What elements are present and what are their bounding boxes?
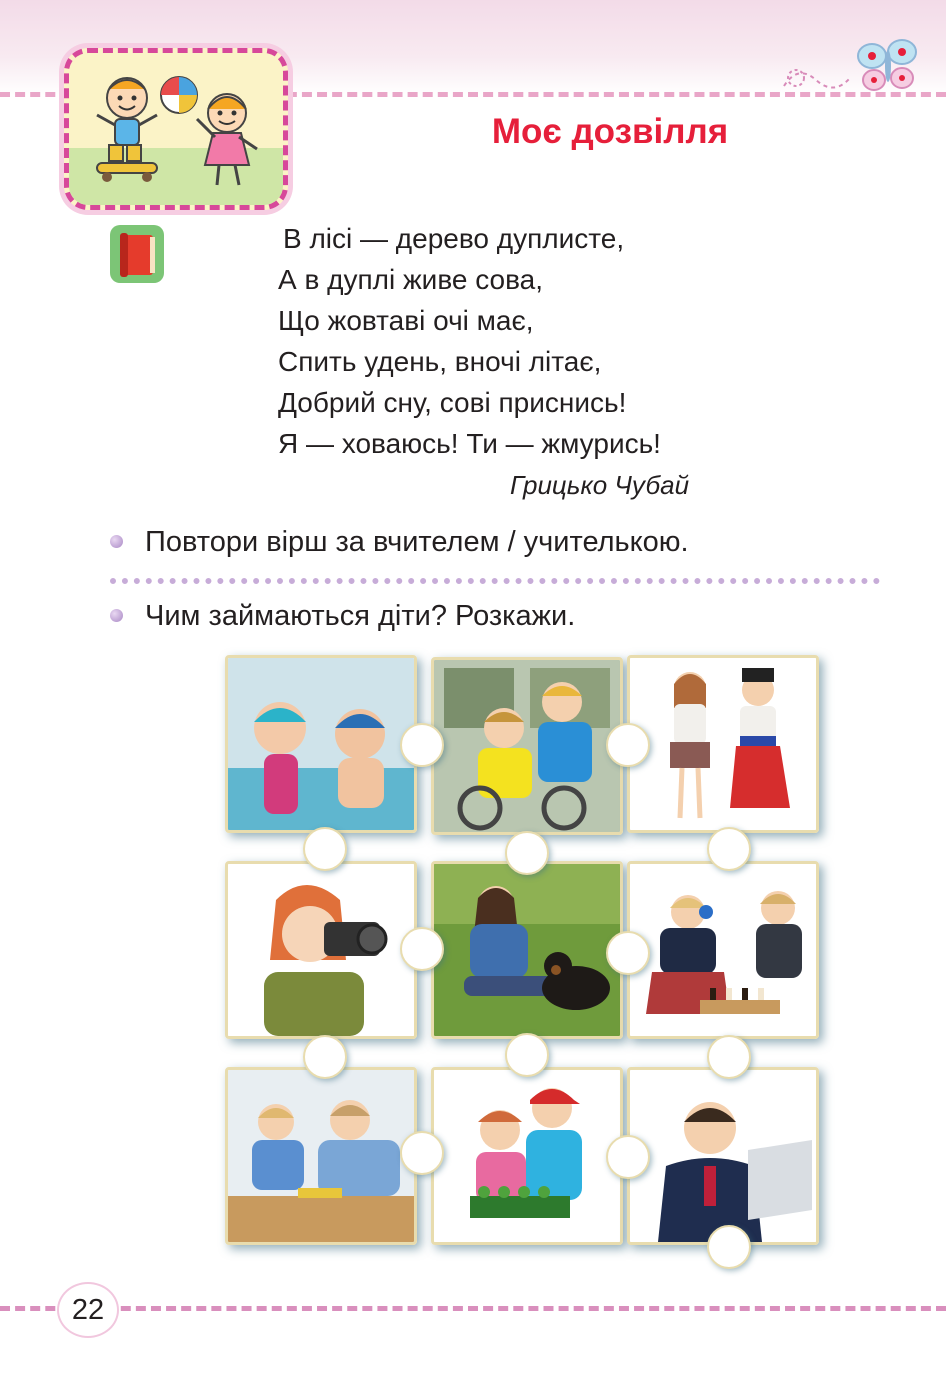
puzzle-piece-folk-dance [627, 655, 819, 833]
puzzle-knob [400, 723, 444, 767]
puzzle-piece-photography [225, 861, 417, 1039]
butterfly-decoration-icon [776, 34, 926, 104]
puzzle-piece-woodworking [225, 1067, 417, 1245]
children-playing-illustration [64, 48, 288, 210]
puzzle-knob [400, 927, 444, 971]
poem-line: Я — ховаюсь! Ти — жмурись! [278, 428, 661, 459]
task-item [110, 600, 575, 633]
puzzle-knob [505, 1033, 549, 1077]
page-title: Моє дозвілля [491, 112, 729, 151]
puzzle-knob [505, 831, 549, 875]
puzzle-piece-library [431, 657, 623, 835]
task-text: Чим займаються діти? Розкажи. [145, 600, 576, 632]
poem-line: Що жовтаві очі має, [278, 305, 534, 336]
poem [278, 218, 661, 464]
puzzle-knob [707, 1035, 751, 1079]
puzzle-knob [707, 827, 751, 871]
footer-dashed-line [0, 1306, 946, 1311]
poem-author: Грицько Чубай [510, 470, 690, 500]
puzzle-piece-swimming [225, 655, 417, 833]
puzzle-photo-grid [225, 655, 830, 1255]
bullet-icon [110, 609, 123, 622]
dotted-divider [110, 578, 880, 584]
poem-line: Спить удень, вночі літає, [278, 346, 602, 377]
poem-line: В лісі — дерево дуплисте, [283, 223, 625, 254]
puzzle-knob [707, 1225, 751, 1269]
puzzle-piece-dog [431, 861, 623, 1039]
task-text: Повтори вірш за вчителем / учителькою. [145, 526, 689, 558]
puzzle-knob [606, 723, 650, 767]
poem-line: Добрий сну, сові приснись! [278, 387, 627, 418]
puzzle-piece-computer [627, 1067, 819, 1245]
page-number: 22 [57, 1282, 119, 1338]
puzzle-knob [303, 827, 347, 871]
puzzle-knob [303, 1035, 347, 1079]
reading-book-icon [110, 225, 164, 283]
puzzle-piece-chess [627, 861, 819, 1039]
puzzle-knob [606, 931, 650, 975]
puzzle-piece-gardening [431, 1067, 623, 1245]
poem-line: А в дуплі живе сова, [278, 264, 544, 295]
puzzle-knob [606, 1135, 650, 1179]
task-item [110, 526, 689, 559]
puzzle-knob [400, 1131, 444, 1175]
bullet-icon [110, 535, 123, 548]
